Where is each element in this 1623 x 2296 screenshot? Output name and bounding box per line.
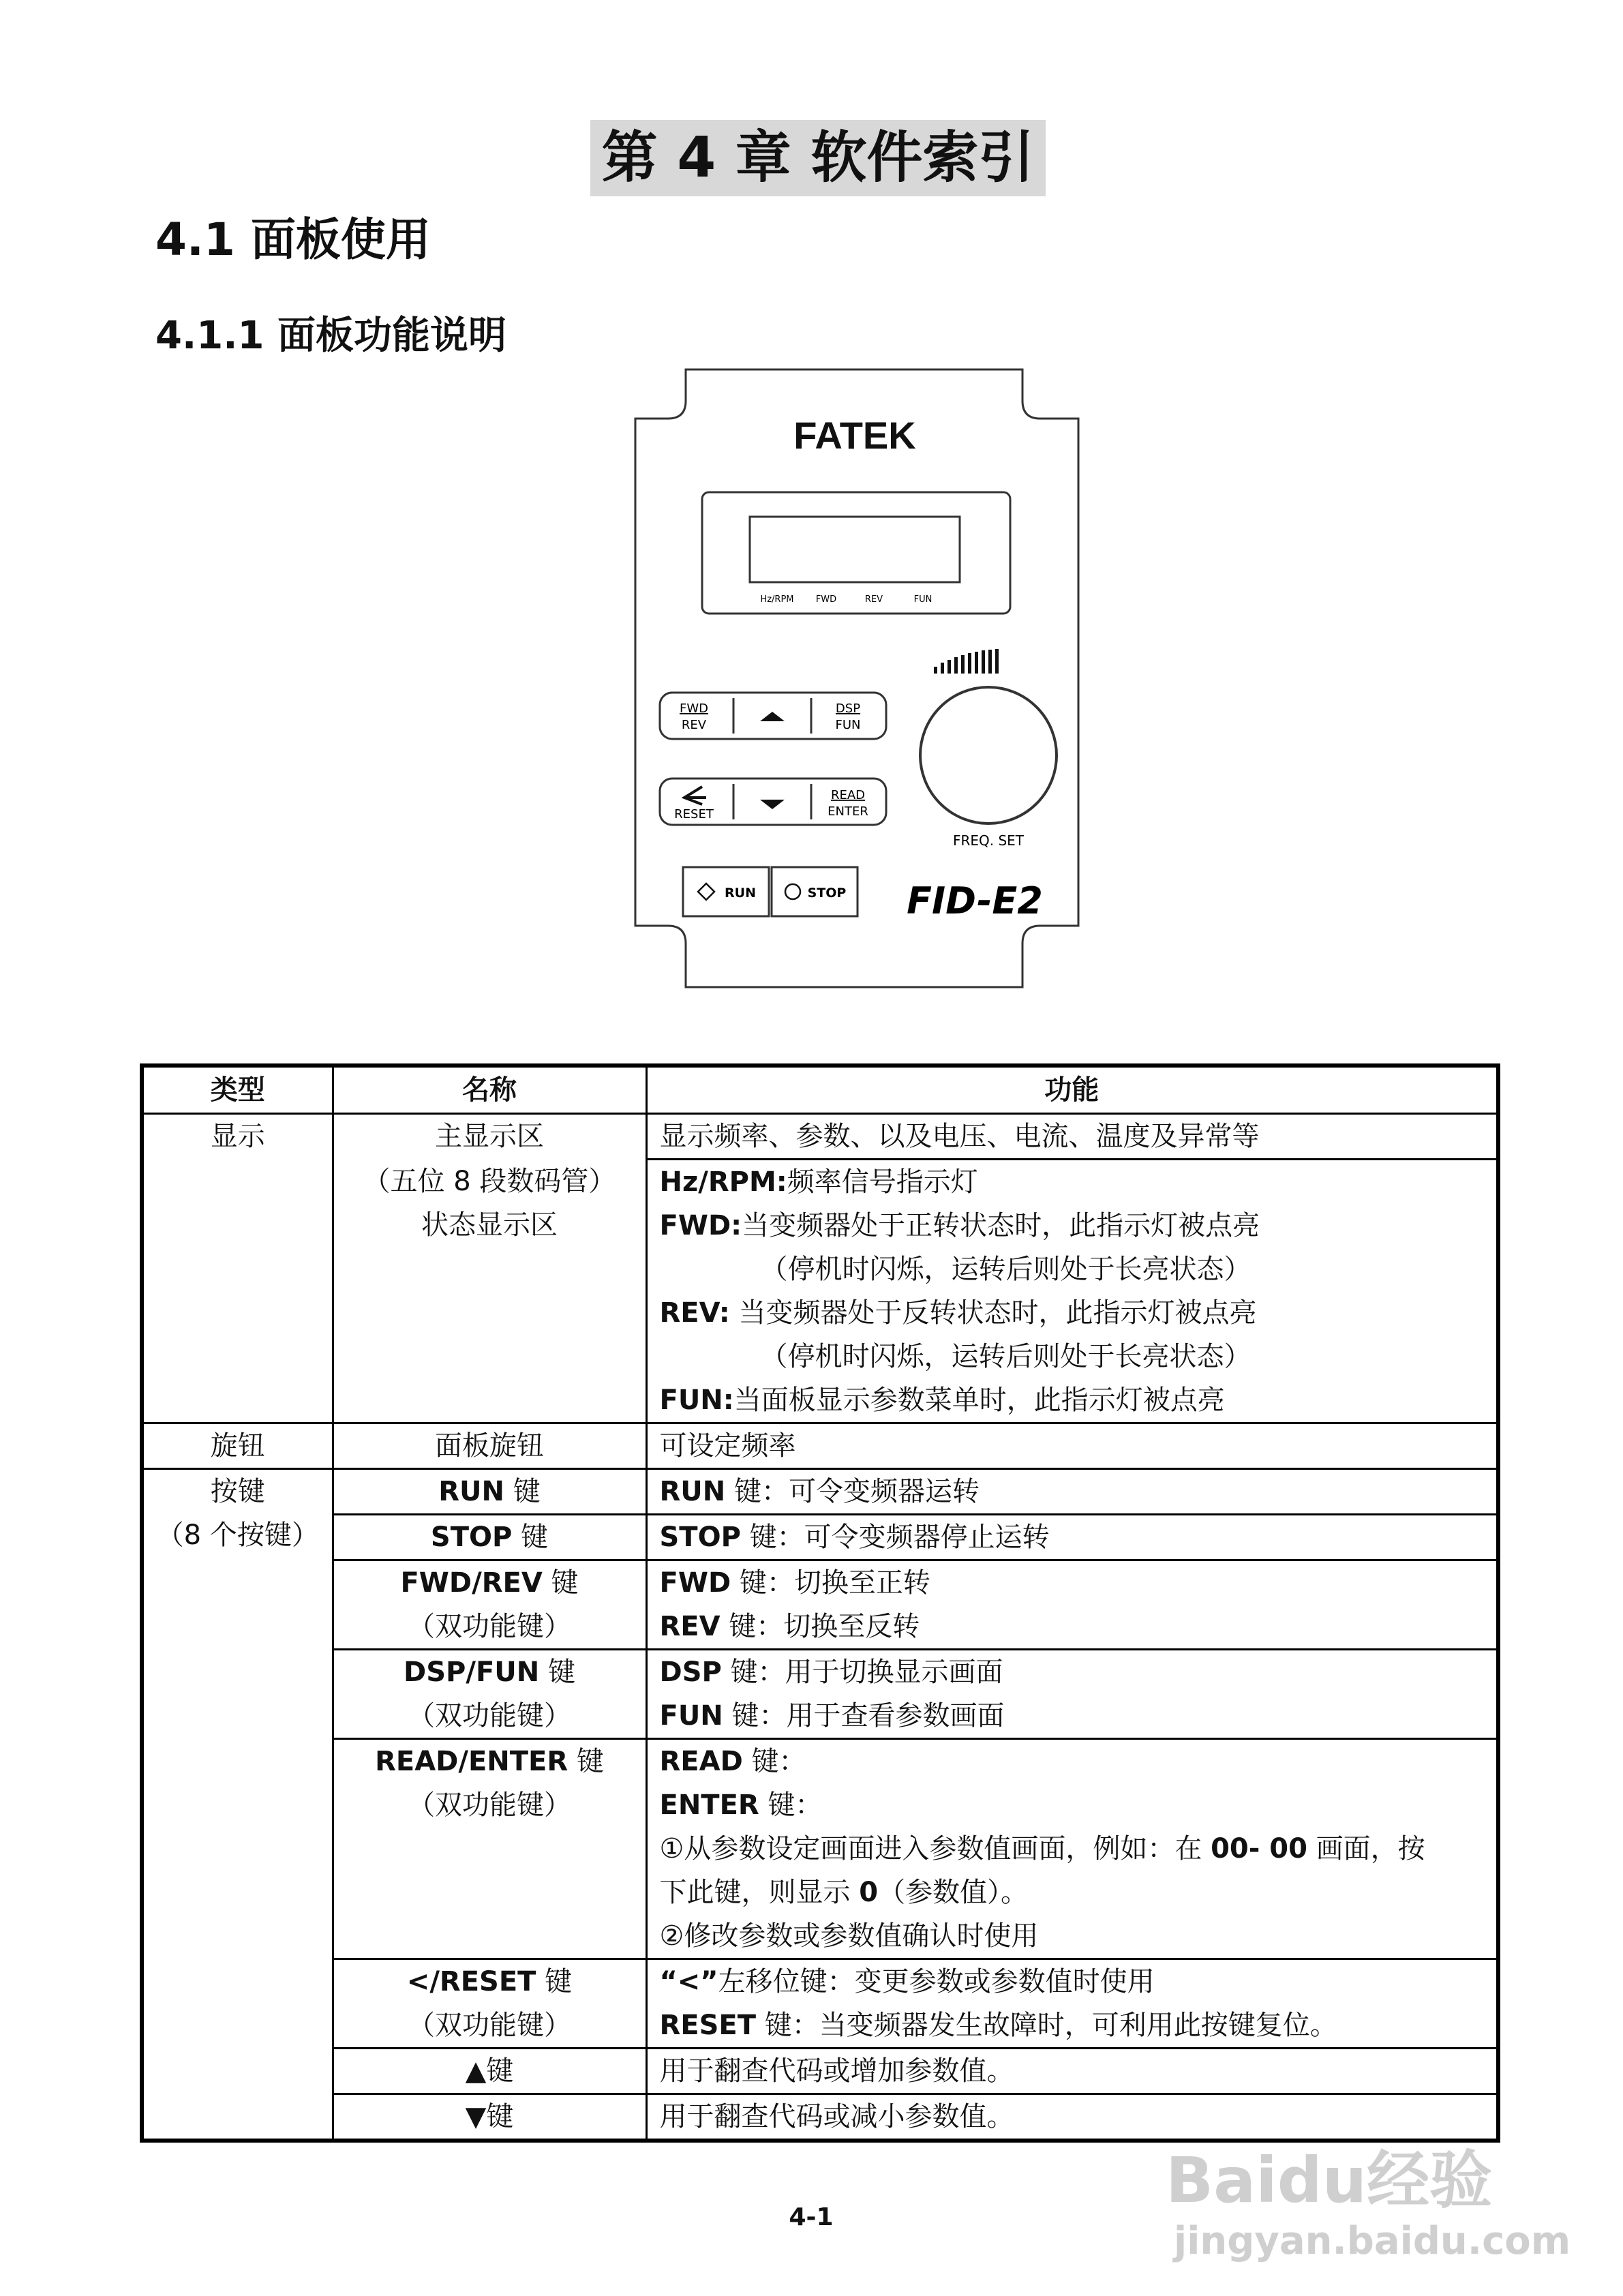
key-read-label: READ (830, 788, 866, 802)
table-row (142, 1160, 1498, 1423)
func-status-display: Hz/RPM:频率信号指示灯 FWD:当变频器处于正转状态时，此指示灯被点亮 （停机时闪烁，运转后则处于长亮状态） REV: 当变频器处于反转状态时，此指示灯被点亮 （停机时闪烁，运转后则处于长亮状态） FUN:当面板显示参数菜单时，此指示灯被点亮 (646, 1160, 1498, 1423)
freq-knob (920, 687, 1057, 824)
name-dsp-fun-key: DSP/FUN 键 （双功能键） (333, 1650, 646, 1739)
run-icon (698, 883, 714, 900)
knob-label: FREQ. SET (952, 832, 1025, 849)
func-read-enter-key: READ 键： ENTER 键： ①从参数设定画面进入参数值画面，例如：在 00- 00 画面，按 下此键，则显示 0（参数值）。 ②修改参数或参数值确认时使用 (646, 1739, 1498, 1959)
name-knob: 面板旋钮 (333, 1423, 646, 1469)
key-stop-label: STOP (807, 886, 847, 901)
indicator-hz-rpm: Hz/RPM (760, 594, 794, 605)
table-row (142, 1739, 1498, 1959)
indicator-fwd: FWD (815, 594, 837, 605)
stop-icon (785, 884, 800, 899)
func-fwd-rev-key: FWD 键：切换至正转 REV 键：切换至反转 (646, 1560, 1498, 1650)
name-down-key: ▼键 (333, 2094, 646, 2141)
func-stop-key: STOP 键：可令变频器停止运转 (646, 1515, 1498, 1560)
chapter-title: 第 4 章 软件索引 (590, 120, 1046, 196)
func-run-key: RUN 键：可令变频器运转 (646, 1469, 1498, 1515)
key-run-label: RUN (725, 886, 756, 901)
watermark-brand: Baidu经验 (1166, 2144, 1493, 2217)
key-up-icon (760, 712, 785, 721)
main-display (750, 517, 960, 582)
function-table (140, 1063, 1500, 2143)
key-down-icon (760, 800, 785, 809)
name-left-reset-key: </RESET 键 （双功能键） (333, 1959, 646, 2049)
type-keys: 按键 （8 个按键） (142, 1469, 333, 2141)
key-reset-label: RESET (674, 807, 714, 821)
name-up-key: ▲键 (333, 2049, 646, 2094)
func-down-key: 用于翻查代码或减小参数值。 (646, 2094, 1498, 2141)
type-knob: 旋钮 (142, 1423, 333, 1469)
panel-illustration (626, 368, 1082, 988)
section-title: 4.1 面板使用 (155, 213, 431, 266)
indicator-rev: REV (864, 594, 883, 605)
func-up-key: 用于翻查代码或增加参数值。 (646, 2049, 1498, 2094)
header-function: 功能 (646, 1066, 1498, 1114)
table-header-row (142, 1066, 1498, 1114)
type-display: 显示 (142, 1114, 333, 1160)
key-dsp-label: DSP (835, 701, 861, 716)
key-enter-label: ENTER (828, 804, 868, 819)
table-row (142, 1650, 1498, 1739)
knob-scale (934, 649, 999, 674)
brand-logo: FATEK (793, 414, 916, 457)
key-rev-label: REV (681, 718, 707, 732)
name-read-enter-key: READ/ENTER 键 （双功能键） (333, 1739, 646, 1959)
subsection-title: 4.1.1 面板功能说明 (155, 314, 506, 358)
watermark-url: jingyan.baidu.com (1174, 2219, 1571, 2263)
key-fwd-label: FWD (679, 701, 709, 716)
table-row (142, 1959, 1498, 2049)
func-dsp-fun-key: DSP 键：用于切换显示画面 FUN 键：用于查看参数画面 (646, 1650, 1498, 1739)
table-row (142, 2049, 1498, 2094)
model-label: FID-E2 (907, 879, 1043, 922)
indicator-fun: FUN (913, 594, 932, 605)
table-row (142, 1423, 1498, 1469)
name-status-display: （五位 8 段数码管） 状态显示区 (333, 1160, 646, 1423)
name-run-key: RUN 键 (333, 1469, 646, 1515)
name-stop-key: STOP 键 (333, 1515, 646, 1560)
func-left-reset-key: “<”左移位键：变更参数或参数值时使用 RESET 键：当变频器发生故障时，可利用此按键复位。 (646, 1959, 1498, 2049)
func-knob: 可设定频率 (646, 1423, 1498, 1469)
table-row (142, 1469, 1498, 1515)
header-type: 类型 (142, 1066, 333, 1114)
table-row (142, 1515, 1498, 1560)
display-frame (702, 492, 1010, 614)
table-row (142, 1560, 1498, 1650)
name-fwd-rev-key: FWD/REV 键 （双功能键） (333, 1560, 646, 1650)
baidu-watermark (1166, 2124, 1571, 2280)
key-fun-label: FUN (835, 718, 861, 732)
page-number: 4-1 (789, 2203, 834, 2231)
key-left-icon (684, 787, 706, 804)
func-main-display: 显示频率、参数、以及电压、电流、温度及异常等 (646, 1114, 1498, 1160)
name-main-display: 主显示区 (333, 1114, 646, 1160)
table-row (142, 1114, 1498, 1160)
header-name: 名称 (333, 1066, 646, 1114)
